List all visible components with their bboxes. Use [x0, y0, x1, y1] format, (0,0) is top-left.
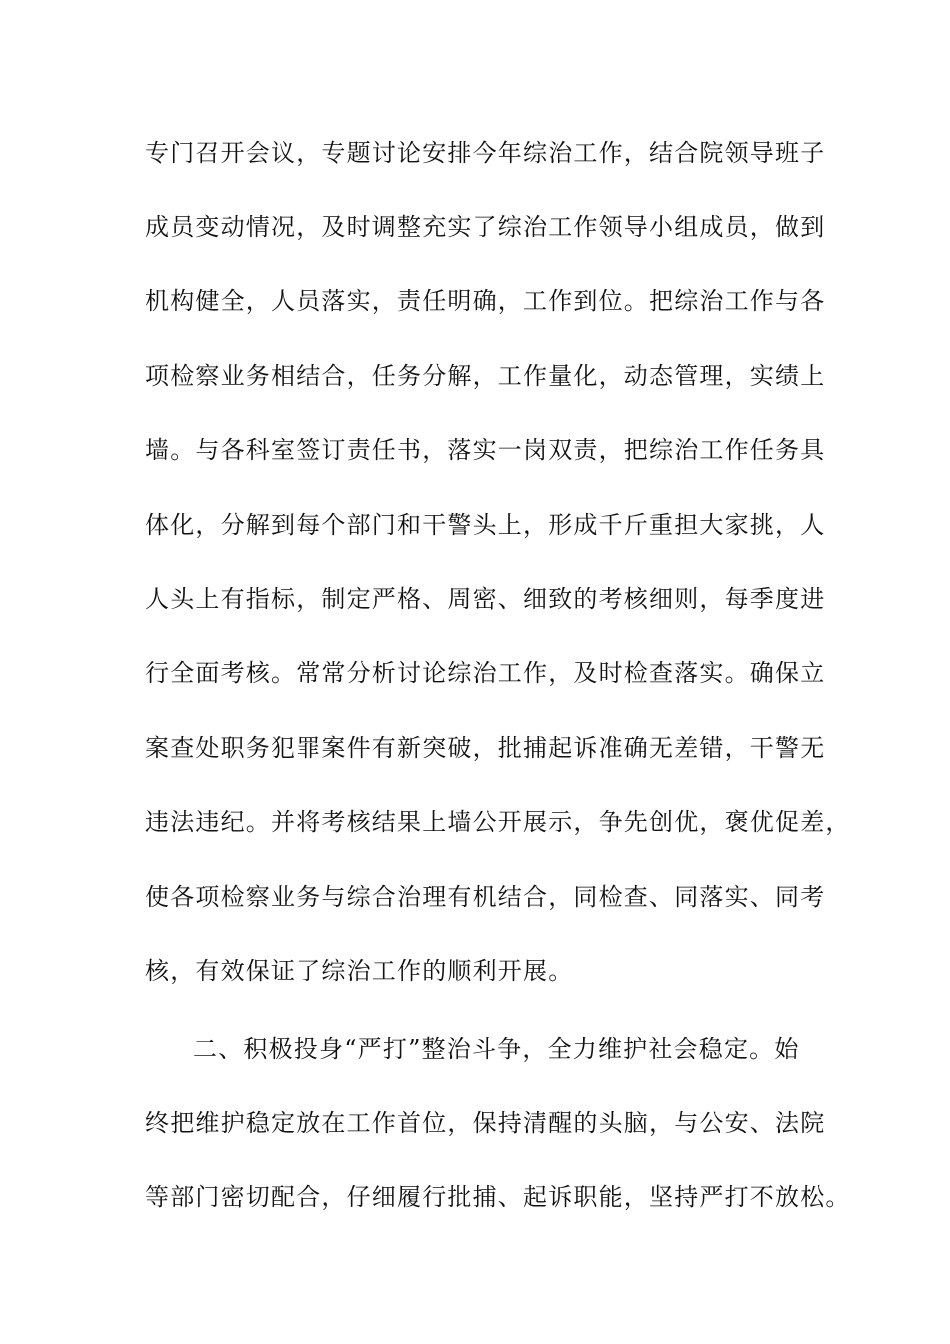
- paragraph-line: 使各项检察业务与综合治理有机结合，同检查、同落实、同考: [145, 883, 826, 911]
- paragraph-line: 专门召开会议，专题讨论安排今年综治工作，结合院领导班子: [145, 139, 826, 167]
- paragraph-line: 成员变动情况，及时调整充实了综治工作领导小组成员，做到: [145, 213, 826, 241]
- paragraph-line: 二、积极投身“严打”整治斗争，全力维护社会稳定。始: [193, 1035, 800, 1063]
- paragraph-line: 行全面考核。常常分析讨论综治工作，及时检查落实。确保立: [145, 659, 826, 687]
- paragraph-line: 项检察业务相结合，任务分解，工作量化，动态管理，实绩上: [145, 362, 826, 390]
- paragraph-line: 案查处职务犯罪案件有新突破，批捕起诉准确无差错，干警无: [145, 734, 826, 762]
- paragraph-line: 人头上有指标，制定严格、周密、细致的考核细则，每季度进: [145, 585, 826, 613]
- paragraph-line: 核，有效保证了综治工作的顺利开展。: [145, 957, 574, 985]
- paragraph-line: 终把维护稳定放在工作首位，保持清醒的头脑，与公安、法院: [145, 1109, 826, 1137]
- paragraph-line: 等部门密切配合，仔细履行批捕、起诉职能，坚持严打不放松。: [145, 1183, 851, 1211]
- paragraph-line: 体化，分解到每个部门和干警头上，形成千斤重担大家挑，人: [145, 511, 826, 539]
- paragraph-line: 墙。与各科室签订责任书，落实一岗双责，把综治工作任务具: [145, 436, 826, 464]
- paragraph-line: 机构健全，人员落实，责任明确，工作到位。把综治工作与各: [145, 287, 826, 315]
- paragraph-line: 违法违纪。并将考核结果上墙公开展示，争先创优，褒优促差，: [145, 808, 851, 836]
